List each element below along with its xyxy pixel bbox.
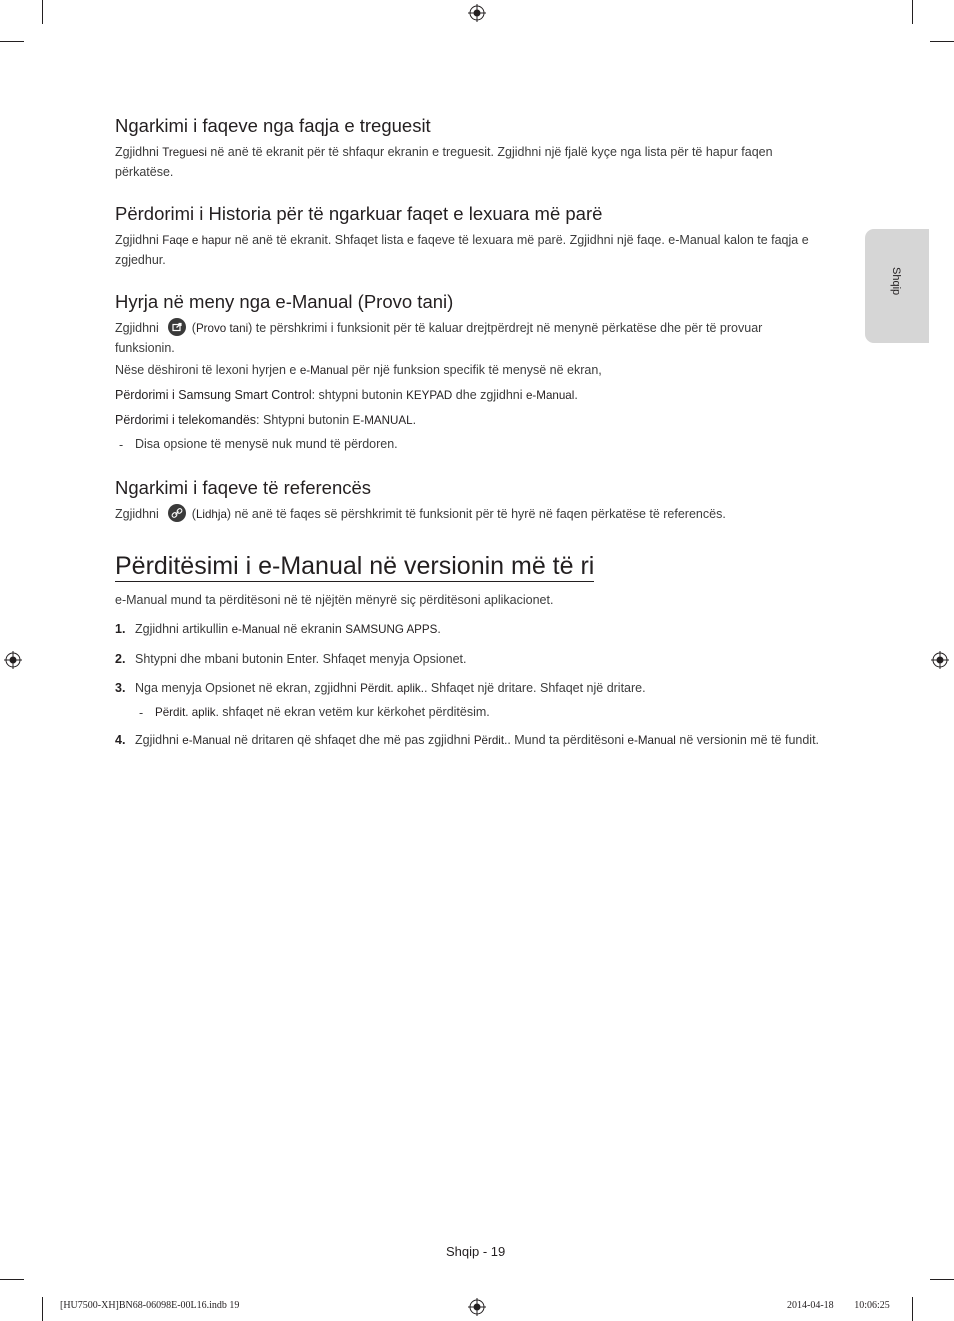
step-text: Nga menyja Opsionet në ekran, zgjidhni Përdit. aplik.. Shfaqet një dritare. Shfaqet një dritare.: [135, 681, 646, 695]
crop-mark: [930, 1279, 954, 1280]
step-text: Zgjidhni e-Manual në dritaren që shfaqet dhe më pas zgjidhni Përdit.. Mund ta përditësoni e-Manual në versionin më të fundit.: [135, 733, 820, 747]
step-number: 2.: [115, 652, 126, 666]
ui-term: Lidhja: [195, 508, 227, 521]
section-heading: Hyrja në meny nga e-Manual (Provo tani): [115, 291, 454, 312]
ui-term: KEYPAD: [406, 389, 453, 402]
ui-term: Provo tani: [195, 322, 249, 335]
step-number: 1.: [115, 622, 126, 636]
main-heading: Përditësimi i e-Manual në versionin më të ri: [115, 552, 595, 580]
registration-mark-icon: [4, 651, 22, 669]
note-text: Disa opsione të menysë nuk mund të përdoren.: [135, 437, 398, 451]
link-icon: [168, 504, 186, 522]
section-heading: Përdorimi i Historia për të ngarkuar faqet e lexuara më parë: [115, 203, 603, 224]
ui-term: e-Manual: [525, 389, 575, 402]
language-side-tab: [865, 229, 929, 343]
ui-term: e-Manual: [627, 734, 676, 747]
step-number: 4.: [115, 733, 126, 747]
ui-term: SAMSUNG APPS: [345, 623, 438, 636]
ui-term: E-MANUAL: [352, 414, 413, 427]
note-dash: -: [119, 438, 124, 452]
section-paragraph: Nëse dëshironi të lexoni hyrjen e e-Manual për një funksion specifik të menysë në ekran,: [115, 363, 602, 377]
ui-term: Përdit. aplik.: [155, 706, 219, 719]
step-number: 3.: [115, 681, 126, 695]
section-intro: e-Manual mund ta përditësoni në të njëjtën mënyrë siç përditësoni aplikacionet.: [115, 593, 554, 607]
note-dash: -: [139, 706, 144, 720]
try-now-icon: [168, 318, 186, 336]
section-heading: Ngarkimi i faqeve të referencës: [115, 477, 372, 498]
section-paragraph: Zgjidhni Faqe e hapur në anë të ekranit. Shfaqet lista e faqeve të lexuara më parë. Zgjidhni një faqe. e-Manual kalon te faqja e zgjedhur.: [115, 233, 809, 267]
crop-mark: [930, 41, 954, 42]
crop-mark: [42, 0, 43, 24]
crop-mark: [0, 1279, 24, 1280]
note-text: Përdit. aplik. shfaqet në ekran vetëm kur kërkohet përditësim.: [155, 705, 490, 719]
section-paragraph: Zgjidhni Treguesi në anë të ekranit për të shfaqur ekranin e treguesit. Zgjidhni një fjalë kyçe nga lista për të hapur faqen përkatëse.: [115, 145, 773, 179]
section-paragraph: Zgjidhni (Lidhja) në anë të faqes së përshkrimit të funksionit për të hyrë në faqen përkatëse të referencës.: [115, 504, 830, 525]
ui-term: Përdit. aplik.: [360, 682, 424, 695]
bold-term: Përdorimi i telekomandës: [115, 413, 257, 427]
ui-term: Treguesi: [162, 146, 207, 159]
print-slug-left: [HU7500-XH]BN68-06098E-00L16.indb 19: [60, 1300, 240, 1311]
section-paragraph: Zgjidhni (Provo tani) te përshkrimi i funksionit për të kaluar drejtpërdrejt në menynë përkatëse dhe për të provuar funksionin.: [115, 318, 805, 358]
crop-mark: [42, 1297, 43, 1321]
step-text: Shtypni dhe mbani butonin Enter. Shfaqet menyja Opsionet.: [135, 652, 467, 666]
ui-term: Faqe e hapur: [162, 234, 232, 247]
ui-term: e-Manual: [182, 734, 231, 747]
registration-mark-icon: [931, 651, 949, 669]
crop-mark: [912, 0, 913, 24]
registration-mark-icon: [468, 4, 486, 22]
crop-mark: [912, 1297, 913, 1321]
registration-mark-icon: [468, 1298, 486, 1316]
print-slug-right: 2014-04-18 ￿￿ 10:06:25: [787, 1300, 890, 1311]
step-text: Zgjidhni artikullin e-Manual në ekranin SAMSUNG APPS.: [135, 622, 441, 636]
language-tab-label: Shqip: [890, 267, 902, 296]
ui-term: Përdit.: [473, 734, 508, 747]
crop-mark: [0, 41, 24, 42]
section-paragraph: Përdorimi i telekomandës: Shtypni butonin E-MANUAL.: [115, 413, 417, 427]
page-number: Shqip - 19: [446, 1244, 506, 1259]
section-paragraph: Përdorimi i Samsung Smart Control: shtypni butonin KEYPAD dhe zgjidhni e-Manual.: [115, 388, 578, 402]
ui-term: e-Manual: [231, 623, 280, 636]
bold-term: Përdorimi i Samsung Smart Control: [115, 388, 312, 402]
ui-term: e-Manual: [299, 364, 349, 377]
section-heading: Ngarkimi i faqeve nga faqja e treguesit: [115, 115, 431, 136]
